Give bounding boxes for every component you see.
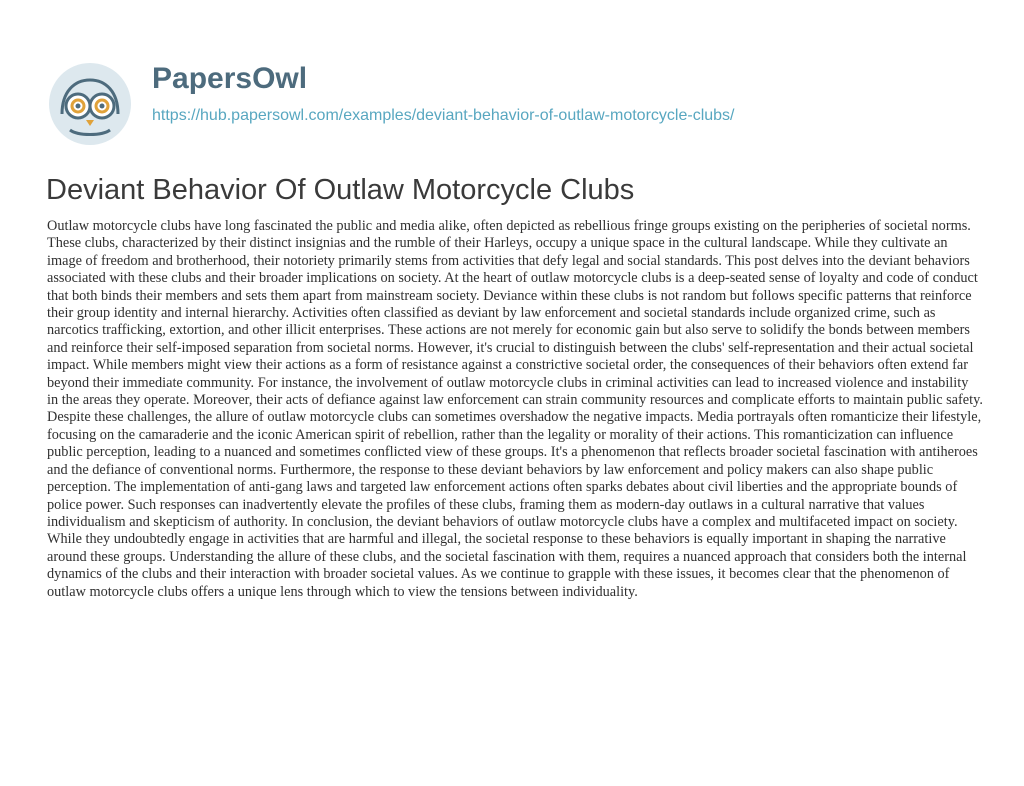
document-body: Outlaw motorcycle clubs have long fascinated the public and media alike, often depicted as rebellious fringe groups existing on the peripheries of societal norms. These clubs, characterized by their distinct insignias and the rumble of their Harleys, occupy a unique space in the cultural landscape. While they cultivate an image of freedom and brotherhood, their notoriety primarily stems from activities that defy legal and social standards. This post delves into the deviant behaviors associated with these clubs and their broader implications on society. At the heart of outlaw motorcycle clubs is a deep-seated sense of loyalty and code of conduct that both binds their members and sets them apart from mainstream society. Deviance within these clubs is not random but follows specific patterns that reinforce their group identity and internal hierarchy. Activities often classified as deviant by law enforcement and societal standards include organized crime, such as narcotics trafficking, extortion, and other illicit enterprises. These actions are not merely for economic gain but also serve to solidify the bonds between members and reinforce their self-imposed separation from societal norms. However, it's crucial to distinguish between the clubs' self-representation and their actual societal impact. While members might view their actions as a form of resistance against a constrictive societal order, the consequences of their behaviors often extend far beyond their immediate community. For instance, the involvement of outlaw motorcycle clubs in criminal activities can lead to increased violence and instability in the areas they operate. Moreover, their acts of defiance against law enforcement can strain community resources and complicate efforts to maintain public safety. Despite these challenges, the allure of outlaw motorcycle clubs can sometimes overshadow the negative impacts. Media portrayals often romanticize their lifestyle, focusing on the camaraderie and the iconic American spirit of rebellion, rather than the legality or morality of their actions. This romanticization can influence public perception, leading to a nuanced and sometimes conflicted view of these groups. It's a phenomenon that reflects broader societal fascination with antiheroes and the defiance of conventional norms. Furthermore, the response to these deviant behaviors by law enforcement and policy makers can also shape public perception. The implementation of anti-gang laws and targeted law enforcement actions often sparks debates about civil liberties and the appropriate bounds of police power. Such responses can inadvertently elevate the profiles of these clubs, framing them as modern-day outlaws in a cultural narrative that values individualism and skepticism of authority. In conclusion, the deviant behaviors of outlaw motorcycle clubs have a complex and multifaceted impact on society. While they undoubtedly engage in activities that are harmful and illegal, the societal response to these behaviors is equally important in shaping the narrative around these groups. Understanding the allure of these clubs, and the societal fascination with them, requires a nuanced approach that considers both the internal dynamics of the clubs and their interaction with broader societal values. As we continue to grapple with these issues, it becomes clear that the phenomenon of outlaw motorcycle clubs offers a unique lens through which to view the tensions between individuality. (47, 218, 983, 600)
document-title: Deviant Behavior Of Outlaw Motorcycle Clubs (46, 174, 635, 206)
brand-name: PapersOwl (152, 62, 308, 95)
source-url-link[interactable]: https://hub.papersowl.com/examples/deviant-behavior-of-outlaw-motorcycle-clubs/ (152, 107, 735, 124)
owl-logo-icon (46, 60, 134, 148)
header (46, 44, 986, 144)
